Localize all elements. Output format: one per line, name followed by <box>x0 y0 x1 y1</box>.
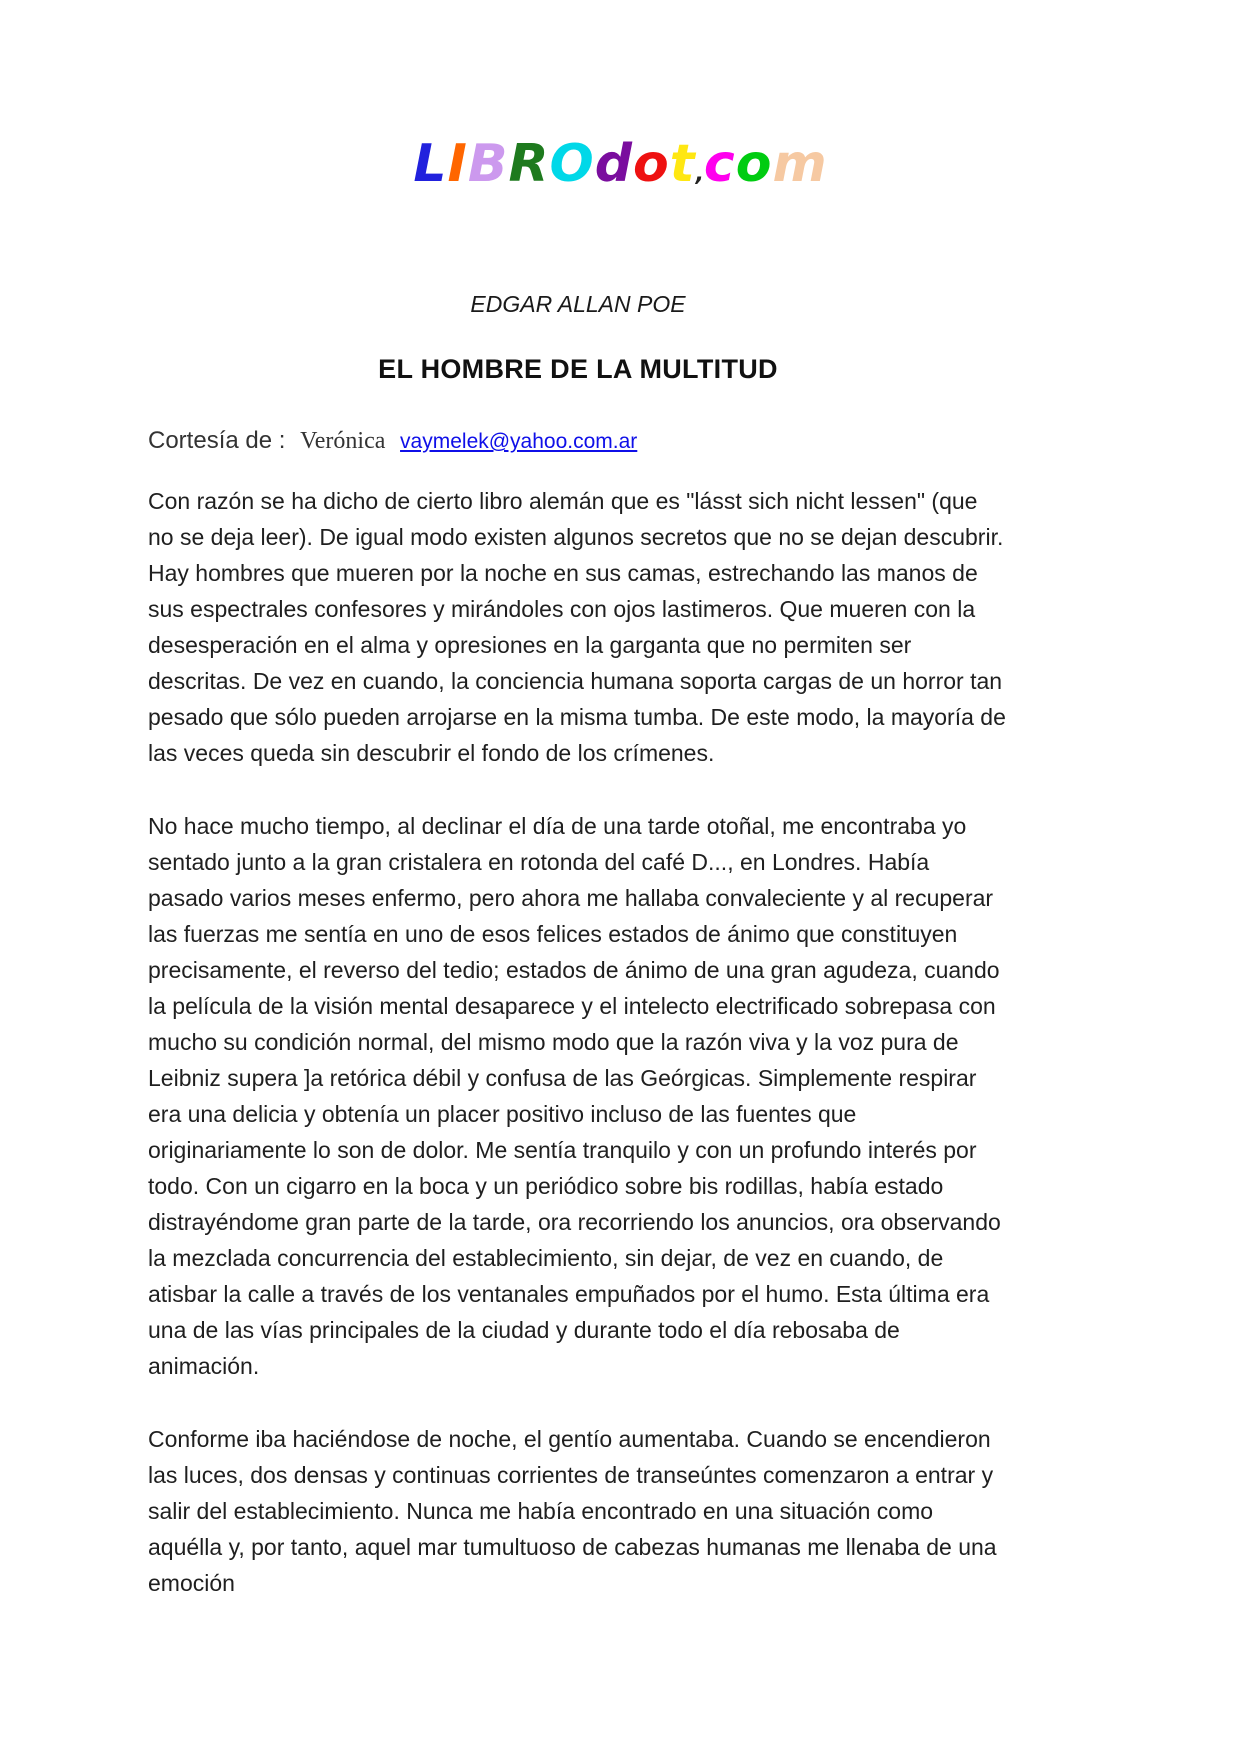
story-paragraph: Conforme iba haciéndose de noche, el gentío aumentaba. Cuando se encendieron las luces, dos densas y continuas corrientes de transeúntes comenzaron a entrar y salir del establecimiento. Nunca me había encontrado en una situación como aquélla y, por tanto, aquel mar tumultuoso de cabezas humanas me llenaba de una emoción <box>148 1426 997 1596</box>
courtesy-line <box>148 427 1008 455</box>
courtesy-contributor-name: Verónica <box>300 428 386 454</box>
logo-letter: d <box>594 134 633 194</box>
logo-letter: I <box>447 134 468 194</box>
logo-letter: o <box>735 134 773 194</box>
logo-letter: R <box>508 134 550 194</box>
logo-dot-mark: , <box>695 162 704 187</box>
logo-letter: c <box>703 134 736 194</box>
courtesy-prefix: Cortesía de : <box>148 427 286 454</box>
story-paragraph: Con razón se ha dicho de cierto libro alemán que es "lásst sich nicht lessen" (que no se deja leer). De igual modo existen algunos secretos que no se dejan descubrir. Hay hombres que mueren por la noche en sus camas, estrechando las manos de sus espectrales confesores y mirándoles con ojos lastimeros. Que mueren con la desesperación en el alma y opresiones en la garganta que no permiten ser descritas. De vez en cuando, la conciencia humana soporta cargas de un horror tan pesado que sólo pueden arrojarse en la misma tumba. De este modo, la mayoría de las veces queda sin descubrir el fondo de los crímenes. <box>148 488 1006 766</box>
logo-letter: O <box>549 134 595 194</box>
author-name: EDGAR ALLAN POE <box>470 291 686 317</box>
logo-letter: B <box>467 134 509 194</box>
email-link[interactable]: vaymelek@yahoo.com.ar <box>400 430 638 453</box>
logo-letter: t <box>669 134 696 194</box>
story-text <box>148 483 1008 1601</box>
logo-letter: m <box>772 134 828 194</box>
logo-letter: L <box>413 134 448 194</box>
librodot-logo <box>0 134 1241 205</box>
logo-letter: o <box>632 134 670 194</box>
page-title: EL HOMBRE DE LA MULTITUD <box>378 354 778 384</box>
story-paragraph: No hace mucho tiempo, al declinar el día de una tarde otoñal, me encontraba yo sentado junto a la gran cristalera en rotonda del café D..., en Londres. Había pasado varios meses enfermo, pero ahora me hallaba convaleciente y al recuperar las fuerzas me sentía en uno de esos felices estados de ánimo que constituyen precisamente, el reverso del tedio; estados de ánimo de una gran agudeza, cuando la película de la visión mental desaparece y el intelecto electrificado sobrepasa con mucho su condición normal, del mismo modo que la razón viva y la voz pura de Leibniz supera ]a retórica débil y confusa de las Geórgicas. Simplemente respirar era una delicia y obtenía un placer positivo incluso de las fuentes que originariamente lo son de dolor. Me sentía tranquilo y con un profundo interés por todo. Con un cigarro en la boca y un periódico sobre bis rodillas, había estado distrayéndome gran parte de la tarde, ora recorriendo los anuncios, ora observando la mezclada concurrencia del establecimiento, sin dejar, de vez en cuando, de atisbar la calle a través de los ventanales empuñados por el humo. Esta última era una de las vías principales de la ciudad y durante todo el día rebosaba de animación. <box>148 813 1001 1379</box>
